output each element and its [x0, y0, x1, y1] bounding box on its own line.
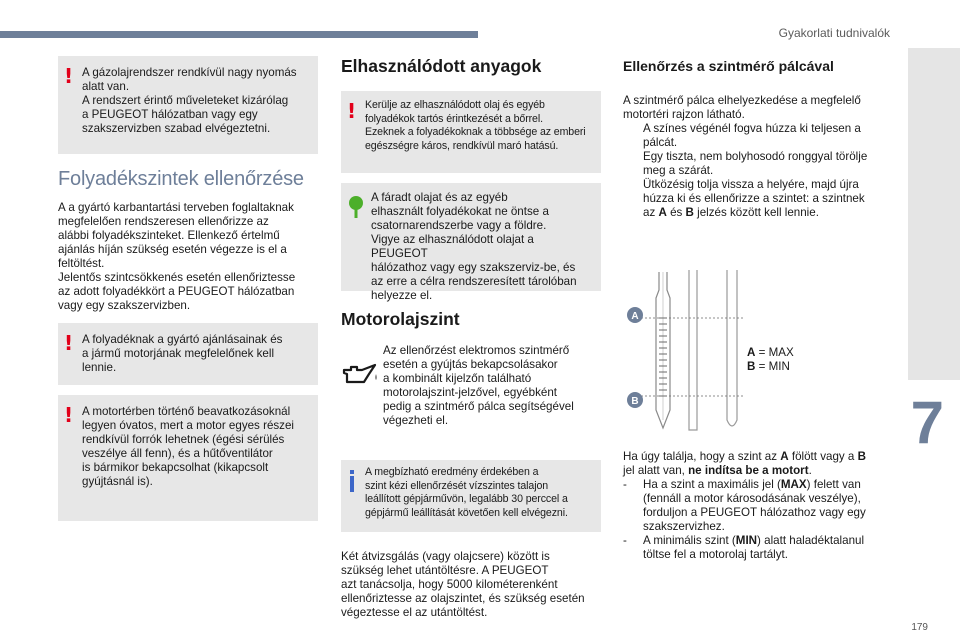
- fluid-levels-paragraph: A a gyártó karbantartási terveben foglaltaknak megfelelően rendszeresen ellenőrizze az alábbi folyadékszinteket. Ellenkező értelmű ajánlás híján szükség esetén végezze is el a feltöltést. Jelentős szintcsökkenés esetén ellenőriztesse az adott folyadékkört a PEUGEOT hálózatban vagy egy szakszervizben.: [58, 201, 296, 312]
- warning-icon: !: [64, 64, 74, 88]
- header-bar: [0, 31, 478, 38]
- warning-icon: !: [64, 331, 74, 355]
- eco-text: A fáradt olajat és az egyéb elhasznált folyadékokat ne öntse a csatornarendszerbe vagy a földre. Vigye az elhasználódott olajat a PEUGEOT hálózathoz vagy egy szakszerviz-be, és az erre a célra rendszeresített tárolóban helyezze el.: [371, 191, 577, 302]
- list-item: A színes végénél fogva húzza ki teljesen a pálcát.: [643, 122, 861, 149]
- warning-icon: !: [64, 403, 74, 427]
- warning-text: A motortérben történő beavatkozásoknál legyen óvatos, mert a motor egyes részei rendkívül forrók lehetnek (égési sérülés veszélye áll fenn), és a hűtőventilátor is bármikor bekapcsolhat (kikapcsolt gyújtásnál is).: [82, 405, 295, 488]
- warning-icon: !: [347, 99, 357, 123]
- dipstick-legend: A = MAX B = MIN: [747, 346, 794, 373]
- section-heading-oil-level: Motorolajszint: [341, 309, 460, 329]
- svg-text:A: A: [631, 311, 639, 322]
- info-text: A megbízható eredmény érdekében a szint kézi ellenőrzését vízszintes talajon leállított gépjárművön, legalább 30 perccel a gépjármű leállítását követően kell elvégezni.: [365, 466, 568, 519]
- warning-box-used-oil: [341, 91, 601, 173]
- section-heading-fluid-levels: Folyadékszintek ellenőrzése: [58, 168, 304, 190]
- dipstick-result: Ha úgy találja, hogy a szint az A fölött vagy a B jel alatt van, ne indítsa be a motort.: [623, 450, 866, 477]
- eco-box-disposal: [341, 183, 601, 302]
- info-icon: [350, 470, 354, 492]
- warning-text: A folyadéknak a gyártó ajánlásainak és a jármű motorjának megfelelőnek kell lennie.: [82, 333, 283, 374]
- list-item: Egy tiszta, nem bolyhosodó ronggyal törölje meg a szárát.: [643, 150, 868, 177]
- chapter-number: 7: [910, 389, 944, 456]
- page-number: 179: [911, 622, 928, 633]
- warning-box-fluid-spec: [58, 323, 318, 385]
- oil-can-icon: [341, 362, 379, 388]
- dipstick-steps: [623, 122, 885, 220]
- column-right: [623, 56, 885, 562]
- warning-box-diesel: [58, 56, 318, 154]
- oil-level-row: [341, 344, 601, 442]
- dipstick-intro: A szintmérő pálca elhelyezkedése a megfelelő motortéri rajzon látható.: [623, 94, 861, 121]
- warning-text: A gázolajrendszer rendkívül nagy nyomás alatt van. A rendszert érintő műveleteket kizárólag a PEUGEOT hálózatban vagy egy szakszervizben szabad elvégeztetni.: [82, 66, 297, 135]
- warning-text: Kerülje az elhasználódott olaj és egyéb folyadékok tartós érintkezését a bőrrel. Ezeknek a folyadékoknak a többsége az emberi egészségre káros, rendkívül maró hatású.: [365, 99, 586, 152]
- refill-paragraph: Két átvizsgálás (vagy olajcsere) között is szükség lehet utántöltésre. A PEUGEOT azt tanácsolja, hogy 5000 kilométerenként ellenőriztesse az olajszintet, és szükség esetén végeztesse el az utántöltést.: [341, 550, 585, 619]
- level-actions: [623, 478, 885, 562]
- list-item: Ütközésig tolja vissza a helyére, majd újra húzza ki és ellenőrizze a szintet: a szintnek az A és B jelzés között kell lennie.: [643, 178, 865, 219]
- list-item: - A minimális szint (MIN) alatt haladéktalanul töltse fel a motorolaj tartályt.: [623, 534, 865, 561]
- list-item: - Ha a szint a maximális jel (MAX) felett van (fennáll a motor károsodásának veszélye), forduljon a PEUGEOT hálózathoz vagy egy szakszervizhez.: [623, 478, 866, 533]
- oil-level-text: Az ellenőrzést elektromos szintmérő esetén a gyújtás bekapcsolásakor a kombinált kijelzőn található motorolajszint-jelzővel, egyébként pedig a szintmérő pálca segítségével végezheti el.: [383, 344, 574, 427]
- section-heading-used-materials: Elhasználódott anyagok: [341, 56, 542, 76]
- warning-box-engine-hot: [58, 395, 318, 521]
- svg-text:B: B: [631, 396, 639, 407]
- column-left: [58, 56, 318, 521]
- section-title: Gyakorlati tudnivalók: [778, 26, 890, 40]
- tree-icon: [347, 195, 365, 219]
- dipstick-figure: [623, 270, 885, 436]
- info-box-measurement: [341, 460, 601, 532]
- column-middle: [341, 56, 601, 620]
- section-heading-dipstick: Ellenőrzés a szintmérő pálcával: [623, 58, 834, 74]
- chapter-tab: [908, 48, 960, 380]
